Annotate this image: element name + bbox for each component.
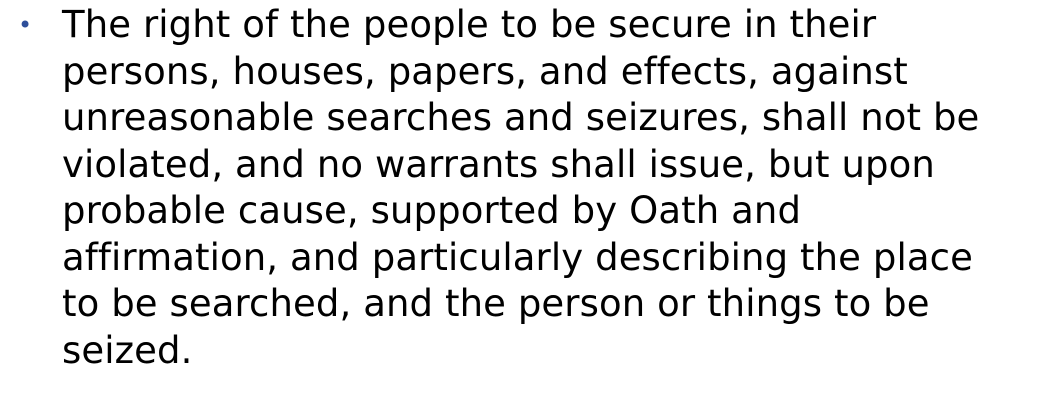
paragraph-line-4: violated, and no warrants shall issue, but upon xyxy=(62,142,935,186)
paragraph-line-2: persons, houses, papers, and effects, against xyxy=(62,49,908,93)
paragraph-line-6: affirmation, and particularly describing the place xyxy=(62,235,973,279)
paragraph-line-7: to be searched, and the person or things to be xyxy=(62,282,930,325)
paragraph-line-8: seized. xyxy=(62,328,193,372)
bullet-icon: • xyxy=(18,11,33,39)
paragraph-line-3: unreasonable searches and seizures, shall not be xyxy=(62,96,980,139)
bullet-paragraph xyxy=(62,2,1048,374)
paragraph-line-1: The right of the people to be secure in their xyxy=(62,3,877,46)
paragraph-line-5: probable cause, supported by Oath and xyxy=(62,189,802,232)
bullet-item xyxy=(18,2,1048,374)
